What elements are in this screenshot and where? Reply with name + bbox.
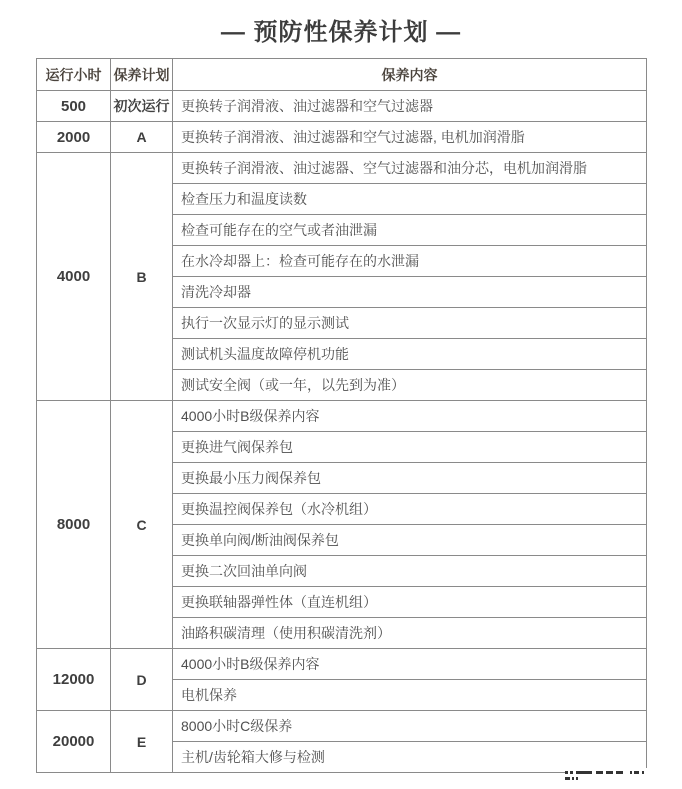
- table-row: [37, 122, 647, 153]
- table-body: [37, 91, 647, 773]
- table-row: [37, 401, 647, 432]
- maintenance-content-cell: 主机/齿轮箱大修与检测: [173, 742, 647, 773]
- maintenance-content-cell: 在水冷却器上：检查可能存在的水泄漏: [173, 246, 647, 277]
- page-title: — 预防性保养计划 —: [220, 19, 462, 46]
- column-header-maintenance-plan: 保养计划: [111, 59, 173, 91]
- maintenance-content-cell: 更换温控阀保养包（水冷机组）: [173, 494, 647, 525]
- header-row: [37, 59, 647, 91]
- maintenance-content-cell: 更换二次回油单向阀: [173, 556, 647, 587]
- table-row: [37, 711, 647, 742]
- maintenance-content-cell: 更换联轴器弹性体（直连机组）: [173, 587, 647, 618]
- maintenance-content-cell: 更换转子润滑液、油过滤器和空气过滤器: [173, 91, 647, 122]
- maintenance-content-cell: 更换单向阀/断油阀保养包: [173, 525, 647, 556]
- maintenance-plan-cell: E: [111, 711, 173, 773]
- maintenance-content-cell: 更换转子润滑液、油过滤器、空气过滤器和油分芯，电机加润滑脂: [173, 153, 647, 184]
- maintenance-schedule-table: [36, 58, 647, 773]
- maintenance-content-cell: 测试机头温度故障停机功能: [173, 339, 647, 370]
- operating-hours-cell: 500: [37, 91, 111, 122]
- maintenance-content-cell: 油路积碳清理（使用积碳清洗剂）: [173, 618, 647, 649]
- maintenance-content-cell: 电机保养: [173, 680, 647, 711]
- operating-hours-cell: 20000: [37, 711, 111, 773]
- maintenance-content-cell: 4000小时B级保养内容: [173, 401, 647, 432]
- maintenance-content-cell: 更换转子润滑液、油过滤器和空气过滤器, 电机加润滑脂: [173, 122, 647, 153]
- table-row: [37, 153, 647, 184]
- column-header-operating-hours: 运行小时: [37, 59, 111, 91]
- maintenance-content-cell: 8000小时C级保养: [173, 711, 647, 742]
- maintenance-content-cell: 检查压力和温度读数: [173, 184, 647, 215]
- maintenance-content-cell: 清洗冷却器: [173, 277, 647, 308]
- operating-hours-cell: 8000: [37, 401, 111, 649]
- maintenance-plan-cell: A: [111, 122, 173, 153]
- maintenance-content-cell: 4000小时B级保养内容: [173, 649, 647, 680]
- table-row: [37, 91, 647, 122]
- maintenance-plan-cell: D: [111, 649, 173, 711]
- operating-hours-cell: 4000: [37, 153, 111, 401]
- maintenance-content-cell: 更换进气阀保养包: [173, 432, 647, 463]
- maintenance-content-cell: 执行一次显示灯的显示测试: [173, 308, 647, 339]
- maintenance-plan-cell: C: [111, 401, 173, 649]
- maintenance-plan-cell: 初次运行: [111, 91, 173, 122]
- column-header-maintenance-content: 保养内容: [173, 59, 647, 91]
- maintenance-content-cell: 测试安全阀（或一年，以先到为准）: [173, 370, 647, 401]
- maintenance-content-cell: 检查可能存在的空气或者油泄漏: [173, 215, 647, 246]
- maintenance-plan-cell: B: [111, 153, 173, 401]
- operating-hours-cell: 2000: [37, 122, 111, 153]
- clipped-watermark-fragment: [565, 768, 651, 789]
- maintenance-content-cell: 更换最小压力阀保养包: [173, 463, 647, 494]
- table-row: [37, 649, 647, 680]
- operating-hours-cell: 12000: [37, 649, 111, 711]
